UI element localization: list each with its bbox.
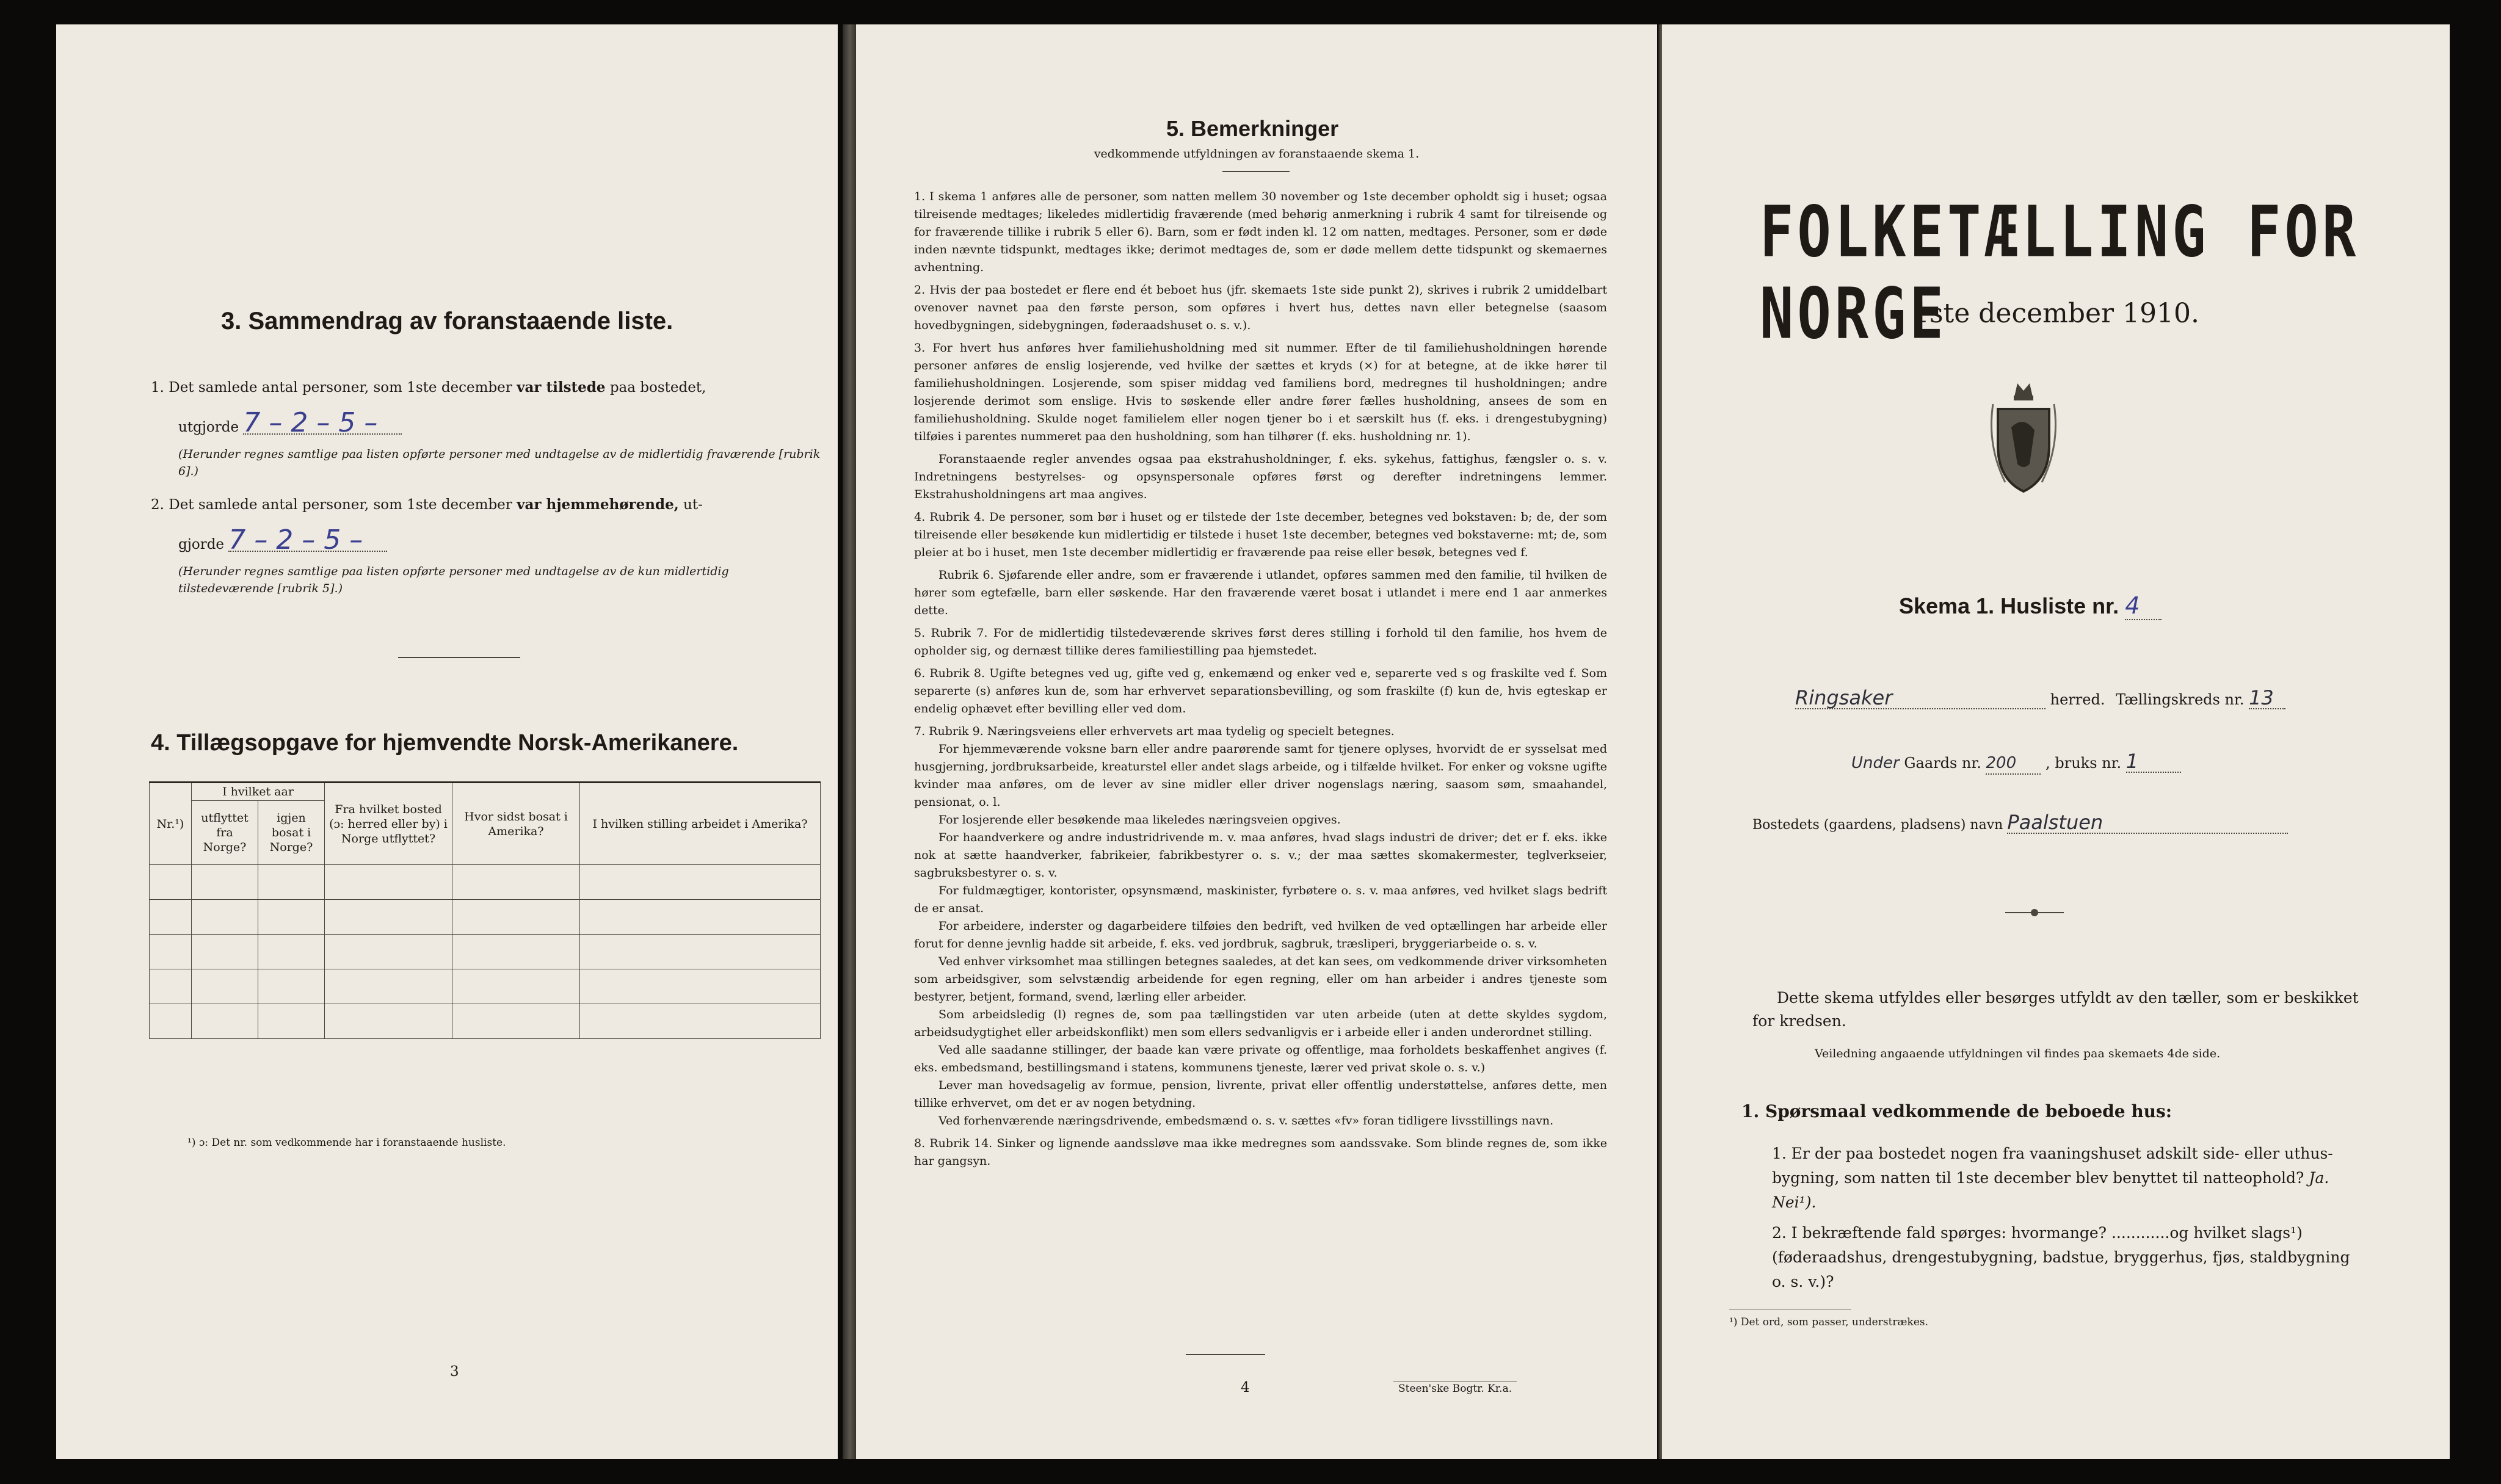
- remark-1: 1. I skema 1 anføres alle de personer, som natten mellem 30 november og 1ste december opholdt sig i huset; ogsaa tilreisende medtages; likeledes midlertidig fraværende (med behørig anmerkning i rubrik 4 samt for tilreisende og for fraværende tillike i rubrik 5 eller 6). Barn, som er født inden kl. 12 om natten, medtages. Personer, som er døde inden nævnte tidspunkt, medtages ikke; derimot medtages de, som er døde mellem dette tidspunkt og skemaernes avhentning.: [914, 190, 1607, 274]
- gaards-prefix: Under: [1851, 754, 1900, 772]
- remark-7k: Ved forhenværende næringsdrivende, embedsmænd o. s. v. sættes «fv» foran tidligere livsstillings navn.: [938, 1114, 1554, 1127]
- remark-6: 6. Rubrik 8. Ugifte betegnes ved ug, gifte ved g, enkemænd og enker ved e, separerte ved s og fraskilte ved f. Som separerte (s) anføres kun de, som har erhvervet separationsbevilling, og som fraskilte (f) kun de, hvis egteskap er endelig ophævet efter bevilling eller ved dom.: [914, 667, 1607, 715]
- remark-7e: For fuldmægtiger, kontorister, opsynsmænd, maskinister, fyrbøtere o. s. v. maa anføres, ved hvilket slags bedrift de er ansat.: [914, 884, 1607, 915]
- q2-gjorde: gjorde 7 – 2 – 5 –: [178, 530, 387, 555]
- husliste-number: 4: [2125, 592, 2162, 620]
- fold-left: [843, 24, 857, 1459]
- remark-7i: Ved alle saadanne stillinger, der baade kan være private og offentlige, maa forholdets beskaffenhet angives (f. eks. embedsmand, bestillingsmand i statens, kommunens tjeneste, lærer ved privat skole o. s. v.): [914, 1043, 1607, 1074]
- remarks-body: [914, 188, 1607, 1175]
- norsk-amerikanere-table: [149, 781, 821, 1039]
- th-nr: Nr.¹): [150, 783, 192, 865]
- question-1-answer: Ja. Nei¹).: [1772, 1169, 2329, 1211]
- table-row: [150, 865, 821, 900]
- remark-7: 7. Rubrik 9. Næringsveiens eller erhvervets art maa tydelig og specielt betegnes.: [914, 725, 1395, 738]
- q2-handwritten-value: 7 – 2 – 5 –: [228, 530, 387, 552]
- divider: [398, 657, 520, 658]
- table-row: [150, 935, 821, 969]
- footnote: ¹) Det ord, som passer, understrækes.: [1729, 1316, 1929, 1328]
- norway-coat-of-arms-icon: [1987, 372, 2060, 494]
- page-number: 3: [450, 1364, 459, 1380]
- krets-value: 13: [2249, 687, 2285, 709]
- question-1: 1. Er der paa bostedet nogen fra vaaningshuset adskilt side- eller uthus-bygning, som natten til 1ste december blev benyttet til natteophold? Ja. Nei¹).: [1772, 1145, 2333, 1211]
- remark-7j: Lever man hovedsagelig av formue, pension, livrente, privat eller offentlig understøttelse, anføres dette, men tillike erhvervet, om det er av nogen betydning.: [914, 1079, 1607, 1110]
- census-date: 1ste december 1910.: [1912, 298, 2200, 329]
- info-guide: Veiledning angaaende utfyldningen vil findes paa skemaets 4de side.: [1815, 1047, 2221, 1060]
- info-text: Dette skema utfyldes eller besørges utfyldt av den tæller, som er beskikket for kredsen.: [1752, 989, 2359, 1030]
- q1-utgjorde: utgjorde 7 – 2 – 5 –: [178, 413, 402, 438]
- th-stilling: I hvilken stilling arbeidet i Amerika?: [580, 783, 821, 865]
- bottom-divider: [1186, 1354, 1265, 1355]
- herred-line: Ringsaker herred. Tællingskreds nr. 13: [1795, 687, 2285, 710]
- remarks-subtitle: vedkommende utfyldningen av foranstaaende skema 1.: [1094, 147, 1420, 161]
- table-row: [150, 900, 821, 935]
- th-hvor-bosat: Hvor sidst bosat i Amerika?: [452, 783, 580, 865]
- gaards-line: Under Gaards nr. 200 , bruks nr. 1: [1851, 751, 2181, 775]
- questions-heading: 1. Spørsmaal vedkommende de beboede hus:: [1741, 1101, 2172, 1121]
- ornament-icon: [2004, 903, 2065, 922]
- remark-8: 8. Rubrik 14. Sinker og lignende aandssløve maa ikke medregnes som aandssvake. Som blinde regnes de, som ikke har gangsyn.: [914, 1137, 1607, 1168]
- remark-7d: For haandverkere og andre industridrivende m. v. maa anføres, hvad slags industri de driver; det er f. eks. ikke nok at sætte haandverker, fabrikeier, fabrikbestyrer o. s. v.; der maa sættes skomakermester, teglverkseier, sagbruksbestyrer o. s. v.: [914, 831, 1607, 880]
- remark-3: 3. For hvert hus anføres hver familiehusholdning med sit nummer. Efter de til familiehusholdningen hørende personer anføres de enslig losjerende, ved hvilke der sættes et kryds (×) for at betegne, at de ikke hører til familiehusholdningen. Losjerende, som spiser middag ved familiens bord, medregnes til husholdningen; andre losjerende derimot som enslige. Hvis to søskende eller andre fører fælles husholdning, ansees de som en familiehusholdning. Skulde noget familielem eller nogen tjener bo i et særskilt hus (f. eks. i drengestubygning) tilføies i parentes nummeret paa den husholdning, som han tilhører (f. eks. husholdning nr. 1).: [914, 341, 1607, 443]
- question-2: 2. I bekræftende fald spørges: hvormange? ............og hvilket slags¹) (føderaadshus, drengestubygning, badstue, bryggerhus, fjøs, staldbygning o. s. v.)?: [1772, 1224, 2350, 1290]
- remark-3b: Foranstaaende regler anvendes ogsaa paa ekstrahusholdninger, f. eks. sykehus, fattighus, fængsler o. s. v. Indretningens bestyrelses- og opsynspersonale opføres først og derefter indretningens lemmer. Ekstrahusholdningens art maa angives.: [914, 452, 1607, 501]
- cover-page: [1662, 24, 2450, 1459]
- herred-value: Ringsaker: [1795, 687, 2045, 709]
- remark-7g: Ved enhver virksomhet maa stillingen betegnes saaledes, at det kan sees, om vedkommende driver virksomheten som arbeidsgiver, som selvstændig arbeidende for egen regning, eller om han arbeider i andres tjeneste som bestyrer, betjent, formand, svend, lærling eller arbeider.: [914, 955, 1607, 1004]
- th-utflyttet: utflyttet fra Norge?: [192, 801, 258, 865]
- q2-note: (Herunder regnes samtlige paa listen opførte personer med undtagelse av de kun midlertidig tilstedeværende [rubrik 5].): [178, 565, 729, 595]
- section-3-title: 3. Sammendrag av foranstaaende liste.: [221, 308, 673, 335]
- remark-7c: For losjerende eller besøkende maa likeledes næringsveien opgives.: [938, 813, 1341, 827]
- remarks-title: 5. Bemerkninger: [1166, 116, 1339, 141]
- remark-2: 2. Hvis der paa bostedet er flere end ét beboet hus (jfr. skemaets 1ste side punkt 2), skrives i rubrik 2 umiddelbart ovenover navnet paa den første person, som opføres i hvert hus, dettes navn eller betegnelse (saasom hovedbygningen, sidebygningen, føderaadshuset o. s. v.).: [914, 283, 1607, 332]
- table-row: [150, 969, 821, 1004]
- remark-7b: For hjemmeværende voksne barn eller andre paarørende samt for tjenere oplyses, hvorvidt de er sysselsat med husgjerning, jordbruksarbeide, kreaturstel eller andet slags arbeide, og i tilfælde hvilket. For enker og voksne ugifte kvinder maa anføres, om de lever av sine midler eller driver nogenslags næring, saasom søm, smaahandel, pensionat, o. l.: [914, 742, 1607, 809]
- bosted-line: Bostedets (gaardens, pladsens) navn Paalstuen: [1752, 812, 2288, 836]
- printer-imprint: Steen'ske Bogtr. Kr.a.: [1393, 1381, 1517, 1397]
- remark-4b: Rubrik 6. Sjøfarende eller andre, som er fraværende i utlandet, opføres sammen med den familie, til hvilken de hører som egtefælle, barn eller søskende. Har den fraværende været bosat i utlandet i mere end 1 aar anmerkes dette.: [914, 568, 1607, 617]
- th-igjen-bosat: igjen bosat i Norge?: [258, 801, 325, 865]
- page-3: [56, 24, 838, 1459]
- gaards-value: 200: [1986, 753, 2041, 775]
- th-hvilket-aar: I hvilket aar: [192, 783, 325, 801]
- q1-handwritten-value: 7 – 2 – 5 –: [243, 413, 402, 435]
- page-4: [856, 24, 1657, 1459]
- q1-note: (Herunder regnes samtlige paa listen opførte personer med undtagelse av de midlertidig fraværende [rubrik 6].): [178, 447, 821, 478]
- remarks-divider: [1222, 171, 1290, 172]
- bosted-value: Paalstuen: [2007, 812, 2288, 834]
- footnote: ¹) ɔ: Det nr. som vedkommende har i foranstaaende husliste.: [187, 1137, 506, 1149]
- remark-7f: For arbeidere, inderster og dagarbeidere tilføies den bedrift, ved hvilken de ved optællingen har arbeide eller forut for denne jevnlig hadde sit arbeide, f. eks. ved jordbruk, sagbruk, træsliperi, bryggeriarbeide o. s. v.: [914, 919, 1607, 950]
- bruks-value: 1: [2126, 751, 2181, 773]
- section-4-title: 4. Tillægsopgave for hjemvendte Norsk-Amerikanere.: [151, 730, 739, 756]
- skema-line: Skema 1. Husliste nr. 4: [1899, 592, 2162, 620]
- th-fra-bosted: Fra hvilket bosted (ɔ: herred eller by) i Norge utflyttet?: [325, 783, 452, 865]
- table-row: [150, 1004, 821, 1039]
- census-title: FOLKETÆLLING FOR NORGE: [1760, 191, 2360, 355]
- page-number: 4: [1241, 1380, 1250, 1395]
- remark-5: 5. Rubrik 7. For de midlertidig tilstedeværende skrives først deres stilling i forhold til den familie, hos hvem de opholder sig, og dernæst tillike deres familiestilling paa hjemstedet.: [914, 626, 1607, 657]
- remark-4: 4. Rubrik 4. De personer, som bør i huset og er tilstede der 1ste december, betegnes ved bokstaven: b; de, der som tilreisende eller besøkende kun midlertidig er tilstede i huset 1ste december, betegnes ved bokstaverne: mt; de, som pleier at bo i huset, men 1ste december midlertidig er fraværende paa reise eller besøk, betegnes ved f.: [914, 510, 1607, 559]
- q2-line: 2. Det samlede antal personer, som 1ste december var hjemmehørende, ut-: [151, 496, 703, 513]
- remark-7h: Som arbeidsledig (l) regnes de, som paa tællingstiden var uten arbeide (uten at dette skyldes sygdom, arbeidsudygtighet eller arbeidskonflikt) men som ellers sedvanligvis er i arbeide eller i anden underordnet stilling.: [914, 1008, 1607, 1039]
- q1-line: 1. Det samlede antal personer, som 1ste december var tilstede paa bostedet,: [151, 379, 706, 396]
